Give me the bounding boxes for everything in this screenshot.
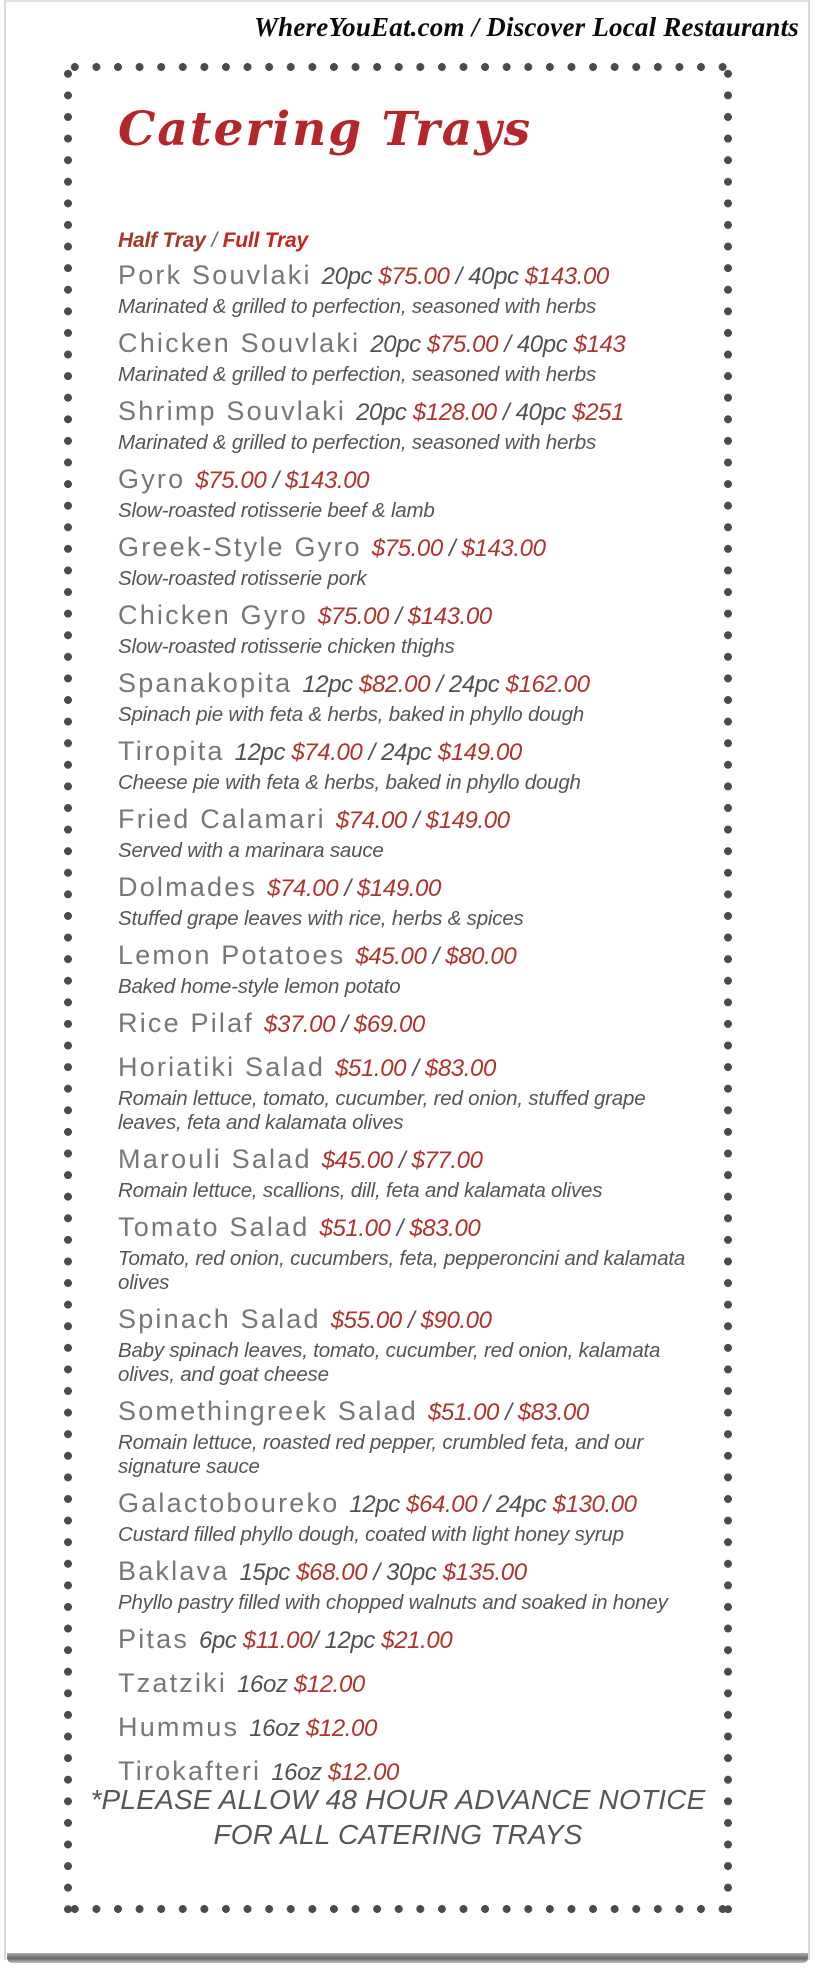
price-value: $74.00 <box>335 807 407 834</box>
price-value: $51.00 <box>427 1399 499 1426</box>
price-value: $37.00 <box>264 1011 336 1038</box>
item-name-price-line <box>118 1304 696 1339</box>
item-name: Fried Calamari <box>118 804 326 834</box>
price-value: $51.00 <box>335 1055 407 1082</box>
menu-item <box>118 1556 696 1615</box>
item-price <box>372 535 546 562</box>
item-name: Marouli Salad <box>118 1144 312 1174</box>
item-price <box>355 943 516 970</box>
item-name-price-line <box>118 464 696 499</box>
item-price <box>336 807 510 834</box>
item-description: Romain lettuce, roasted red pepper, crumbled feta, and our signature sauce <box>118 1431 644 1478</box>
price-unit: / <box>388 603 408 630</box>
dotted-border-left <box>64 63 72 1913</box>
price-value: $74.00 <box>267 875 339 902</box>
price-value: $251 <box>572 399 625 426</box>
price-unit: 6pc <box>199 1627 243 1654</box>
price-value: $12.00 <box>293 1671 365 1698</box>
price-unit: / 40pc <box>498 331 574 358</box>
item-price <box>249 1715 377 1742</box>
item-description: Spinach pie with feta & herbs, baked in phyllo dough <box>118 703 584 726</box>
item-name-price-line <box>118 1052 696 1087</box>
legend-full-tray: Full Tray <box>222 229 308 252</box>
menu-item-list <box>118 260 696 1791</box>
item-description: Romain lettuce, scallions, dill, feta and kalamata olives <box>118 1179 603 1202</box>
item-price <box>318 603 492 630</box>
menu-item <box>118 940 696 999</box>
price-value: $45.00 <box>355 943 427 970</box>
menu-item <box>118 260 696 319</box>
item-name-price-line <box>118 1144 696 1179</box>
menu-item <box>118 328 696 387</box>
price-value: $80.00 <box>445 943 517 970</box>
price-value: $143 <box>573 331 626 358</box>
item-name-price-line <box>118 1712 696 1747</box>
item-name: Chicken Gyro <box>118 600 308 630</box>
item-price <box>331 1307 492 1334</box>
item-description: Stuffed grape leaves with rice, herbs & spices <box>118 907 524 930</box>
item-description: Romain lettuce, tomato, cucumber, red onion, stuffed grape leaves, feta and kalamata olives <box>118 1087 646 1134</box>
page-left-edge <box>4 0 6 1960</box>
page-right-edge <box>808 0 810 1960</box>
price-value: $68.00 <box>296 1559 368 1586</box>
item-description: Baked home-style lemon potato <box>118 975 401 998</box>
price-unit: 20pc <box>370 331 428 358</box>
item-name: Dolmades <box>118 872 258 902</box>
advance-notice-line1: *PLEASE ALLOW 48 HOUR ADVANCE NOTICE <box>90 1784 706 1815</box>
price-value: $75.00 <box>378 263 450 290</box>
item-name-price-line <box>118 736 696 771</box>
item-name-price-line <box>118 1624 696 1659</box>
legend-half-tray: Half Tray <box>118 229 206 252</box>
item-price <box>195 467 369 494</box>
item-name-price-line <box>118 260 696 295</box>
item-name: Tirokafteri <box>118 1756 262 1786</box>
price-unit: 16oz <box>237 1671 294 1698</box>
item-price <box>335 1055 496 1082</box>
item-name: Gyro <box>118 464 186 494</box>
price-unit: 12pc <box>349 1491 407 1518</box>
item-description: Cheese pie with feta & herbs, baked in phyllo dough <box>118 771 581 794</box>
item-name: Spanakopita <box>118 668 293 698</box>
price-value: $143.00 <box>524 263 609 290</box>
item-name: Tomato Salad <box>118 1212 310 1242</box>
item-price <box>320 1215 481 1242</box>
price-value: $90.00 <box>420 1307 492 1334</box>
item-name-price-line <box>118 396 696 431</box>
price-value: $55.00 <box>330 1307 402 1334</box>
price-value: $69.00 <box>353 1011 425 1038</box>
price-unit: / <box>401 1307 421 1334</box>
price-unit: / <box>335 1011 354 1038</box>
price-unit: 16oz <box>249 1715 306 1742</box>
item-name: Chicken Souvlaki <box>118 328 361 358</box>
item-name: Spinach Salad <box>118 1304 321 1334</box>
menu-item <box>118 1212 696 1295</box>
menu-item <box>118 1144 696 1203</box>
item-price <box>428 1399 589 1426</box>
price-value: $149.00 <box>437 739 522 766</box>
price-unit: 20pc <box>356 399 413 426</box>
menu-item <box>118 1488 696 1547</box>
item-price <box>302 671 589 698</box>
price-value: $75.00 <box>317 603 389 630</box>
item-price <box>356 399 624 426</box>
price-unit: / <box>266 467 286 494</box>
price-unit: / <box>406 807 426 834</box>
menu-item <box>118 668 696 727</box>
price-unit: / 30pc <box>367 1559 443 1586</box>
price-value: $143.00 <box>461 535 546 562</box>
price-unit: 15pc <box>239 1559 297 1586</box>
dotted-border-right <box>724 63 732 1913</box>
price-value: $74.00 <box>291 739 363 766</box>
price-unit: / <box>390 1215 410 1242</box>
advance-notice-line2: FOR ALL CATERING TRAYS <box>213 1819 583 1850</box>
price-value: $162.00 <box>505 671 590 698</box>
item-price <box>349 1491 636 1518</box>
price-unit: / 12pc <box>312 1627 382 1654</box>
item-description: Marinated & grilled to perfection, seasoned with herbs <box>118 431 597 454</box>
price-unit: / <box>426 943 446 970</box>
item-name-price-line <box>118 1668 696 1703</box>
price-unit: / <box>392 1147 412 1174</box>
item-description: Phyllo pastry filled with chopped walnuts and soaked in honey <box>118 1591 668 1614</box>
price-unit: / <box>406 1055 425 1082</box>
price-value: $75.00 <box>427 331 499 358</box>
item-description: Baby spinach leaves, tomato, cucumber, red onion, kalamata olives, and goat cheese <box>118 1339 661 1386</box>
price-value: $149.00 <box>356 875 441 902</box>
menu-item <box>118 1396 696 1479</box>
item-description: Slow-roasted rotisserie chicken thighs <box>118 635 455 658</box>
price-unit: / 24pc <box>430 671 506 698</box>
item-name: Baklava <box>118 1556 230 1586</box>
item-description: Served with a marinara sauce <box>118 839 384 862</box>
price-unit: / <box>338 875 357 902</box>
dotted-border-top <box>64 63 732 71</box>
item-description: Marinated & grilled to perfection, seasoned with herbs <box>118 295 597 318</box>
price-value: $143.00 <box>407 603 492 630</box>
item-name-price-line <box>118 1008 696 1043</box>
item-name-price-line <box>118 1212 696 1247</box>
price-value: $83.00 <box>424 1055 496 1082</box>
price-value: $75.00 <box>371 535 443 562</box>
price-value: $135.00 <box>442 1559 527 1586</box>
item-price <box>267 875 441 902</box>
tray-size-legend <box>118 228 696 253</box>
item-name: Rice Pilaf <box>118 1008 255 1038</box>
item-name: Pitas <box>118 1624 190 1654</box>
price-value: $83.00 <box>409 1215 481 1242</box>
price-value: $64.00 <box>406 1491 478 1518</box>
price-unit: 20pc <box>321 263 379 290</box>
item-description: Custard filled phyllo dough, coated with light honey syrup <box>118 1523 624 1546</box>
item-price <box>264 1011 425 1038</box>
menu-item <box>118 1668 696 1703</box>
item-name-price-line <box>118 532 696 567</box>
item-name: Pork Souvlaki <box>118 260 312 290</box>
menu-item <box>118 1624 696 1659</box>
menu-item <box>118 1052 696 1135</box>
price-value: $130.00 <box>552 1491 637 1518</box>
price-value: $143.00 <box>285 467 370 494</box>
menu-item <box>118 532 696 591</box>
menu-item <box>118 804 696 863</box>
menu-item <box>118 872 696 931</box>
price-value: $21.00 <box>381 1627 453 1654</box>
item-name: Hummus <box>118 1712 240 1742</box>
advance-notice <box>64 1782 732 1852</box>
menu-item <box>118 600 696 659</box>
item-name: Shrimp Souvlaki <box>118 396 347 426</box>
item-price <box>199 1627 452 1654</box>
menu-item <box>118 1008 696 1043</box>
menu-title: Catering Trays <box>118 102 533 157</box>
item-price <box>322 1147 483 1174</box>
item-name-price-line <box>118 872 696 907</box>
item-name: Somethingreek Salad <box>118 1396 418 1426</box>
item-price <box>235 739 522 766</box>
item-name: Tiropita <box>118 736 225 766</box>
price-unit: / <box>498 1399 518 1426</box>
item-name: Galactoboureko <box>118 1488 340 1518</box>
dotted-border-bottom <box>64 1905 732 1913</box>
item-name: Lemon Potatoes <box>118 940 346 970</box>
item-description: Slow-roasted rotisserie pork <box>118 567 367 590</box>
item-name-price-line <box>118 1488 696 1523</box>
item-price <box>322 263 609 290</box>
menu-item <box>118 396 696 455</box>
menu-item <box>118 736 696 795</box>
page-bottom-shadow <box>7 1953 808 1963</box>
item-name: Greek-Style Gyro <box>118 532 362 562</box>
item-description: Marinated & grilled to perfection, seasoned with herbs <box>118 363 597 386</box>
price-value: $128.00 <box>412 399 497 426</box>
price-unit: 12pc <box>234 739 292 766</box>
price-value: $12.00 <box>305 1715 377 1742</box>
price-value: $82.00 <box>359 671 431 698</box>
price-unit: / 40pc <box>449 263 525 290</box>
legend-separator: / <box>205 229 223 252</box>
item-name-price-line <box>118 668 696 703</box>
price-unit: / 40pc <box>496 399 573 426</box>
item-name-price-line <box>118 804 696 839</box>
item-name-price-line <box>118 1396 696 1431</box>
price-value: $149.00 <box>425 807 510 834</box>
brand-link[interactable]: WhereYouEat.com / Discover Local Restaurants <box>253 12 799 42</box>
menu-item <box>118 1712 696 1747</box>
price-value: $51.00 <box>319 1215 391 1242</box>
price-value: $75.00 <box>195 467 267 494</box>
item-description: Tomato, red onion, cucumbers, feta, pepperoncini and kalamata olives <box>118 1247 686 1294</box>
price-value: $77.00 <box>411 1147 483 1174</box>
item-description: Slow-roasted rotisserie beef & lamb <box>118 499 435 522</box>
menu-content <box>118 98 696 1800</box>
item-name-price-line <box>118 940 696 975</box>
item-price <box>370 331 625 358</box>
item-name-price-line <box>118 328 696 363</box>
page-top-edge <box>4 0 810 2</box>
item-price <box>239 1559 526 1586</box>
price-value: $83.00 <box>517 1399 589 1426</box>
price-unit: / 24pc <box>362 739 438 766</box>
item-name: Horiatiki Salad <box>118 1052 326 1082</box>
item-name-price-line <box>118 1556 696 1591</box>
item-name-price-line <box>118 600 696 635</box>
menu-item <box>118 1304 696 1387</box>
price-value: $45.00 <box>321 1147 393 1174</box>
item-price <box>237 1671 365 1698</box>
price-unit: / <box>442 535 462 562</box>
price-value: $12.00 <box>327 1759 399 1786</box>
price-unit: 12pc <box>302 671 360 698</box>
menu-item <box>118 464 696 523</box>
price-unit: / 24pc <box>477 1491 553 1518</box>
price-unit: 16oz <box>271 1759 328 1786</box>
item-name: Tzatziki <box>118 1668 228 1698</box>
price-value: $11.00 <box>242 1627 313 1654</box>
